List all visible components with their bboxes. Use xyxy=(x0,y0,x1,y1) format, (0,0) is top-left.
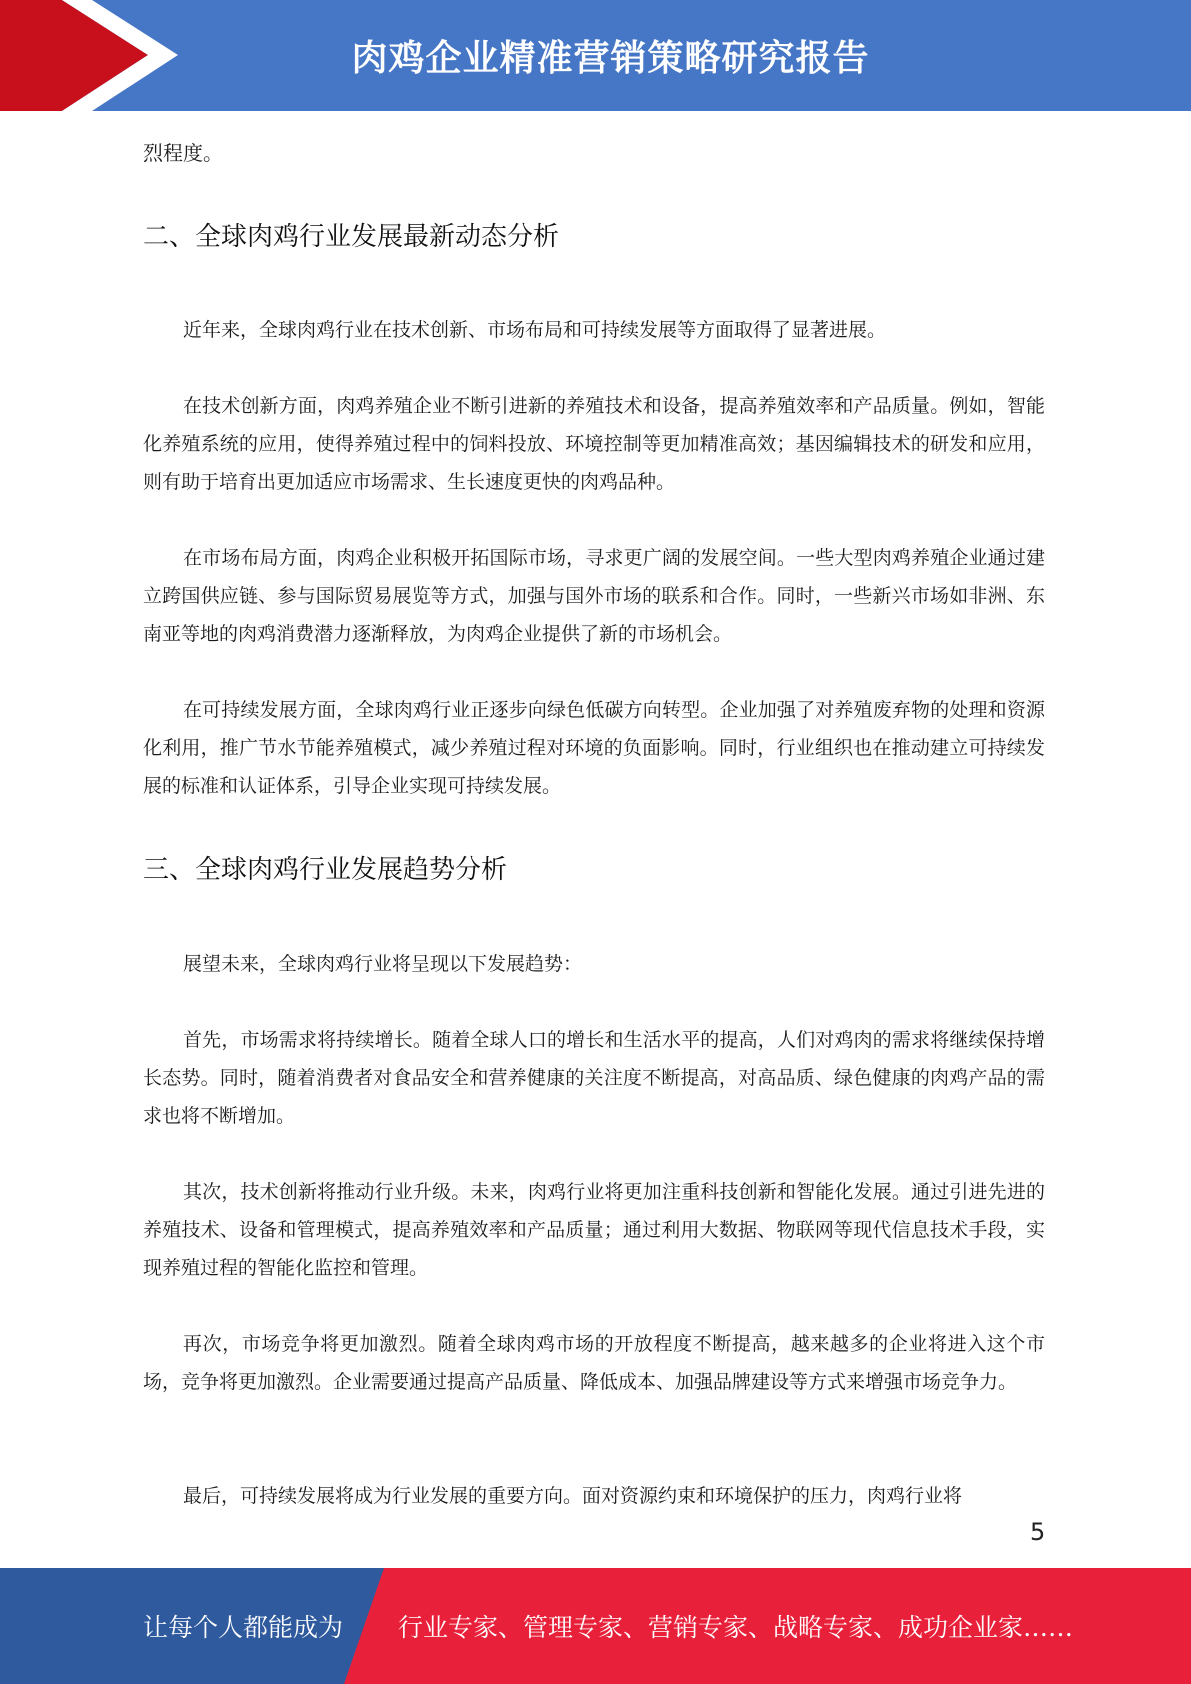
footer-slogan-right: 行业专家、管理专家、营销专家、战略专家、成功企业家…… xyxy=(398,1613,1074,1642)
paragraph: 再次，市场竞争将更加激烈。随着全球肉鸡市场的开放程度不断提高，越来越多的企业将进入这个市场，竞争将更加激烈。企业需要通过提高产品质量、降低成本、加强品牌建设等方式来增强市场竞争力。 xyxy=(143,1333,1045,1393)
section-heading-3: 三、全球肉鸡行业发展趋势分析 xyxy=(143,855,508,885)
paragraph: 在技术创新方面，肉鸡养殖企业不断引进新的养殖技术和设备，提高养殖效率和产品质量。例如，智能化养殖系统的应用，使得养殖过程中的饲料投放、环境控制等更加精准高效；基因编辑技术的研发和应用，则有助于培育出更加适应市场需求、生长速度更快的肉鸡品种。 xyxy=(143,395,1045,493)
paragraph: 最后，可持续发展将成为行业发展的重要方向。面对资源约束和环境保护的压力，肉鸡行业将 xyxy=(183,1485,963,1507)
page-number: 5 xyxy=(1030,1518,1046,1546)
carry-over-text: 烈程度。 xyxy=(143,141,223,165)
paragraph: 在市场布局方面，肉鸡企业积极开拓国际市场，寻求更广阔的发展空间。一些大型肉鸡养殖企业通过建立跨国供应链、参与国际贸易展览等方式，加强与国外市场的联系和合作。同时，一些新兴市场如非洲、东南亚等地的肉鸡消费潜力逐渐释放，为肉鸡企业提供了新的市场机会。 xyxy=(143,547,1045,645)
paragraph: 其次，技术创新将推动行业升级。未来，肉鸡行业将更加注重科技创新和智能化发展。通过引进先进的养殖技术、设备和管理模式，提高养殖效率和产品质量；通过利用大数据、物联网等现代信息技术手段，实现养殖过程的智能化监控和管理。 xyxy=(143,1181,1045,1279)
paragraph: 展望未来，全球肉鸡行业将呈现以下发展趋势： xyxy=(183,953,583,975)
paragraph: 近年来，全球肉鸡行业在技术创新、市场布局和可持续发展等方面取得了显著进展。 xyxy=(183,319,887,341)
paragraph: 在可持续发展方面，全球肉鸡行业正逐步向绿色低碳方向转型。企业加强了对养殖废弃物的处理和资源化利用，推广节水节能养殖模式，减少养殖过程对环境的负面影响。同时，行业组织也在推动建立可持续发展的标准和认证体系，引导企业实现可持续发展。 xyxy=(143,699,1045,797)
section-heading-2: 二、全球肉鸡行业发展最新动态分析 xyxy=(143,222,560,252)
page-footer xyxy=(0,1568,1191,1684)
report-title: 肉鸡企业精准营销策略研究报告 xyxy=(351,38,870,79)
footer-slogan-left: 让每个人都能成为 xyxy=(143,1613,344,1642)
paragraph: 首先，市场需求将持续增长。随着全球人口的增长和生活水平的提高，人们对鸡肉的需求将继续保持增长态势。同时，随着消费者对食品安全和营养健康的关注度不断提高，对高品质、绿色健康的肉鸡产品的需求也将不断增加。 xyxy=(143,1029,1045,1127)
page-header xyxy=(0,0,1191,111)
